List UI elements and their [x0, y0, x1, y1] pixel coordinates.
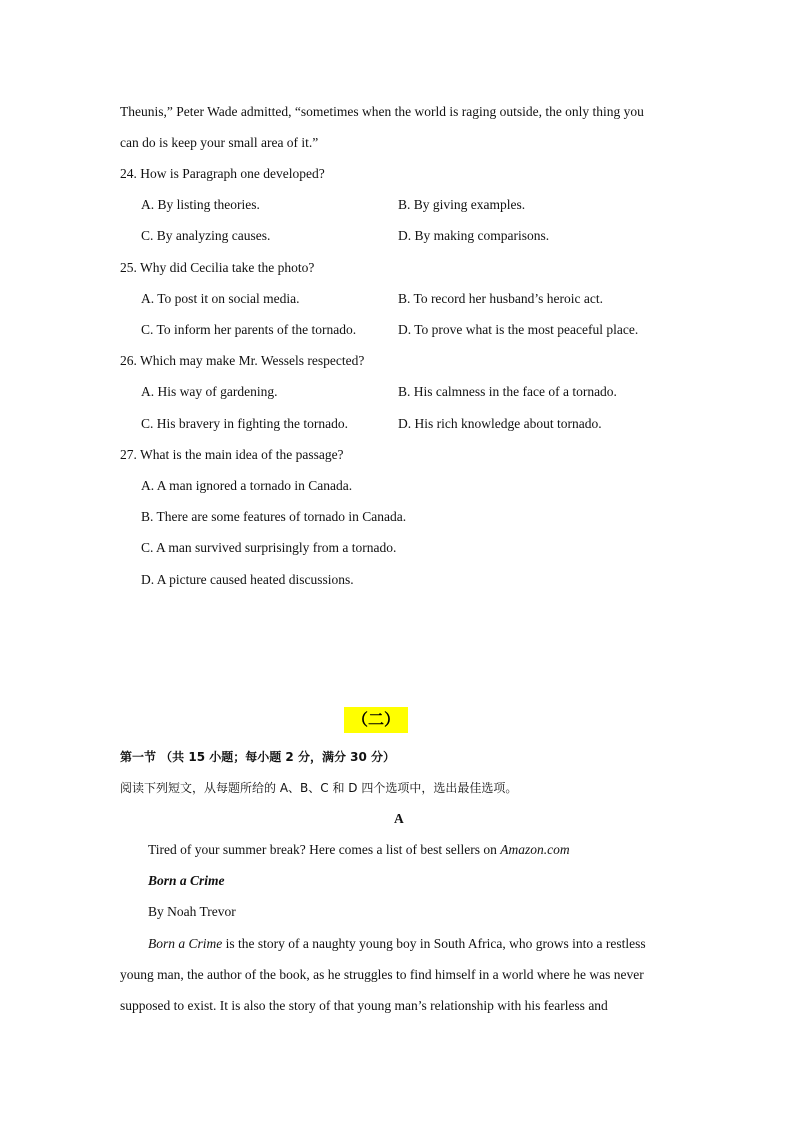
question-stem: 25. Why did Cecilia take the photo? [120, 260, 315, 275]
option-c: C. His bravery in fighting the tornado. [141, 416, 348, 431]
part-header: 第一节 （共 15 小题；每小题 2 分，满分 30 分） [120, 750, 395, 764]
option-b: B. There are some features of tornado in Canada. [141, 509, 407, 524]
body-text: is the story of a naughty young boy in South Africa, who grows into a restless [222, 936, 646, 951]
option-a: A. To post it on social media. [141, 291, 300, 306]
question-stem: 24. How is Paragraph one developed? [120, 166, 325, 181]
option-d: D. By making comparisons. [398, 228, 550, 243]
instruction: 阅读下列短文，从每题所给的 A、B、C 和 D 四个选项中，选出最佳选项。 [120, 781, 518, 795]
section-title: （二） [344, 707, 408, 733]
intro-text: Tired of your summer break? Here comes a list of best sellers on [148, 842, 501, 857]
option-a: A. His way of gardening. [141, 384, 278, 399]
intro-site: Amazon.com [500, 842, 570, 857]
option-d: D. His rich knowledge about tornado. [398, 416, 602, 431]
body-book-title: Born a Crime [148, 936, 223, 951]
passage-line: can do is keep your small area of it.” [120, 135, 319, 150]
option-b: B. To record her husband’s heroic act. [398, 291, 603, 306]
passage-line [148, 935, 646, 953]
book-title: Born a Crime [148, 873, 225, 888]
passage-letter: A [394, 811, 404, 826]
passage-intro [148, 841, 570, 859]
option-b: B. His calmness in the face of a tornado. [398, 384, 617, 399]
question-stem: 27. What is the main idea of the passage? [120, 447, 344, 462]
option-c: C. By analyzing causes. [141, 228, 271, 243]
option-a: A. By listing theories. [141, 197, 260, 212]
option-b: B. By giving examples. [398, 197, 526, 212]
option-a: A. A man ignored a tornado in Canada. [141, 478, 353, 493]
option-c: C. A man survived surprisingly from a tornado. [141, 540, 397, 555]
passage-line: Theunis,” Peter Wade admitted, “sometimes when the world is raging outside, the only thing you [120, 104, 644, 119]
option-c: C. To inform her parents of the tornado. [141, 322, 357, 337]
option-d: D. A picture caused heated discussions. [141, 572, 354, 587]
option-d: D. To prove what is the most peaceful place. [398, 322, 639, 337]
question-stem: 26. Which may make Mr. Wessels respected? [120, 353, 365, 368]
passage-line: young man, the author of the book, as he struggles to find himself in a world where he was never [120, 967, 644, 982]
passage-line: supposed to exist. It is also the story of that young man’s relationship with his fearless and [120, 998, 608, 1013]
book-author: By Noah Trevor [148, 904, 236, 919]
